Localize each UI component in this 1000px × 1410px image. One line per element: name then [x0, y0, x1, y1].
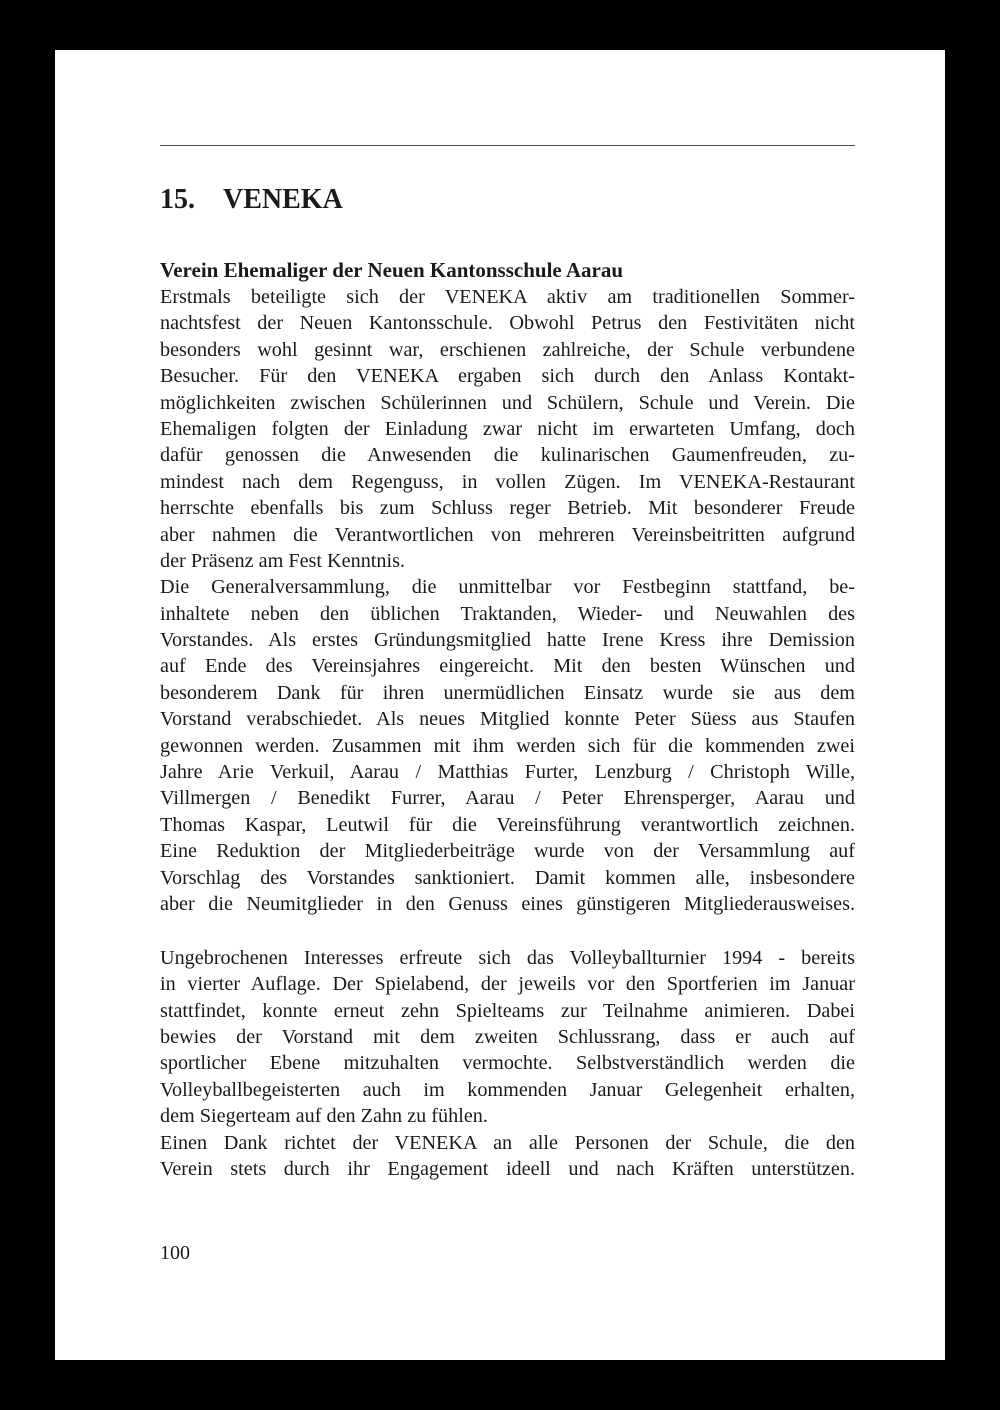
paragraph — [160, 284, 855, 574]
text-line: Besucher. Für den VENEKA ergaben sich durch den Anlass Kontakt- — [160, 365, 855, 388]
text-line: Die Generalversammlung, die unmittelbar vor Festbeginn stattfand, be- — [160, 576, 855, 599]
text-line: aber nahmen die Verantwortlichen von mehreren Vereinsbeitritten aufgrund — [160, 523, 855, 546]
text-line: dem Siegerteam auf den Zahn zu fühlen. — [160, 1105, 488, 1128]
text-line: in vierter Auflage. Der Spielabend, der jeweils vor den Sportferien im Januar — [160, 973, 855, 996]
text-line: stattfindet, konnte erneut zehn Spielteams zur Teilnahme animieren. Dabei — [160, 999, 855, 1022]
section-subheading: Verein Ehemaliger der Neuen Kantonsschule Aarau — [160, 258, 623, 282]
document-page — [55, 50, 945, 1360]
paragraph-gap — [160, 917, 855, 945]
text-line: Vorstandes. Als erstes Gründungsmitglied hatte Irene Kress ihre Demission — [160, 629, 855, 652]
text-line: nachtsfest der Neuen Kantonsschule. Obwohl Petrus den Festivitäten nicht — [160, 312, 855, 335]
header-rule — [160, 145, 855, 146]
chapter-title: VENEKA — [223, 184, 343, 215]
text-line: sportlicher Ebene mitzuhalten vermochte. Selbstverständlich werden die — [160, 1052, 855, 1075]
text-line: inhaltete neben den üblichen Traktanden, Wieder- und Neuwahlen des — [160, 602, 855, 625]
text-line: Volleyballbegeisterten auch im kommenden Januar Gelegenheit erhalten, — [160, 1078, 855, 1101]
text-line: aber die Neumitglieder in den Genuss eines günstigeren Mitgliederausweises. — [160, 892, 855, 915]
text-line: dafür genossen die Anwesenden die kulinarischen Gaumenfreuden, zu- — [160, 444, 855, 467]
paragraph — [160, 574, 855, 917]
body-text — [160, 257, 855, 1182]
text-line: bewies der Vorstand mit dem zweiten Schlussrang, dass er auch auf — [160, 1026, 855, 1049]
text-line: möglichkeiten zwischen Schülerinnen und Schülern, Schule und Verein. Die — [160, 391, 855, 414]
text-line: herrschte ebenfalls bis zum Schluss reger Betrieb. Mit besonderer Freude — [160, 497, 855, 520]
chapter-heading — [160, 184, 343, 216]
text-line: besonders wohl gesinnt war, erschienen zahlreiche, der Schule verbundene — [160, 338, 855, 361]
text-line: Thomas Kaspar, Leutwil für die Vereinsführung verantwortlich zeichnen. — [160, 813, 855, 836]
text-line: besonderem Dank für ihren unermüdlichen Einsatz wurde sie aus dem — [160, 681, 855, 704]
chapter-number: 15. — [160, 184, 195, 215]
text-line: Einen Dank richtet der VENEKA an alle Personen der Schule, die den — [160, 1131, 855, 1154]
text-line: auf Ende des Vereinsjahres eingereicht. Mit den besten Wünschen und — [160, 655, 855, 678]
text-line: Jahre Arie Verkuil, Aarau / Matthias Furter, Lenzburg / Christoph Wille, — [160, 761, 855, 784]
text-line: gewonnen werden. Zusammen mit ihm werden sich für die kommenden zwei — [160, 734, 855, 757]
text-line: Ungebrochenen Interesses erfreute sich das Volleyballturnier 1994 - bereits — [160, 946, 855, 969]
text-line: Vorschlag des Vorstandes sanktioniert. Damit kommen alle, insbesondere — [160, 866, 855, 889]
text-line: Eine Reduktion der Mitgliederbeiträge wurde von der Versammlung auf — [160, 840, 855, 863]
text-line: Villmergen / Benedikt Furrer, Aarau / Peter Ehrensperger, Aarau und — [160, 787, 855, 810]
text-line: Vorstand verabschiedet. Als neues Mitglied konnte Peter Süess aus Staufen — [160, 708, 855, 731]
paragraph — [160, 1130, 855, 1183]
text-line: der Präsenz am Fest Kenntnis. — [160, 549, 406, 572]
text-line: Verein stets durch ihr Engagement ideell und nach Kräften unterstützen. — [160, 1158, 855, 1180]
text-line: mindest nach dem Regenguss, in vollen Zügen. Im VENEKA-Restaurant — [160, 470, 855, 493]
paragraph — [160, 945, 855, 1130]
text-line: Ehemaligen folgten der Einladung zwar nicht im erwarteten Umfang, doch — [160, 417, 855, 440]
text-line: Erstmals beteiligte sich der VENEKA aktiv am traditionellen Sommer- — [160, 286, 855, 308]
page-number: 100 — [160, 1242, 190, 1264]
